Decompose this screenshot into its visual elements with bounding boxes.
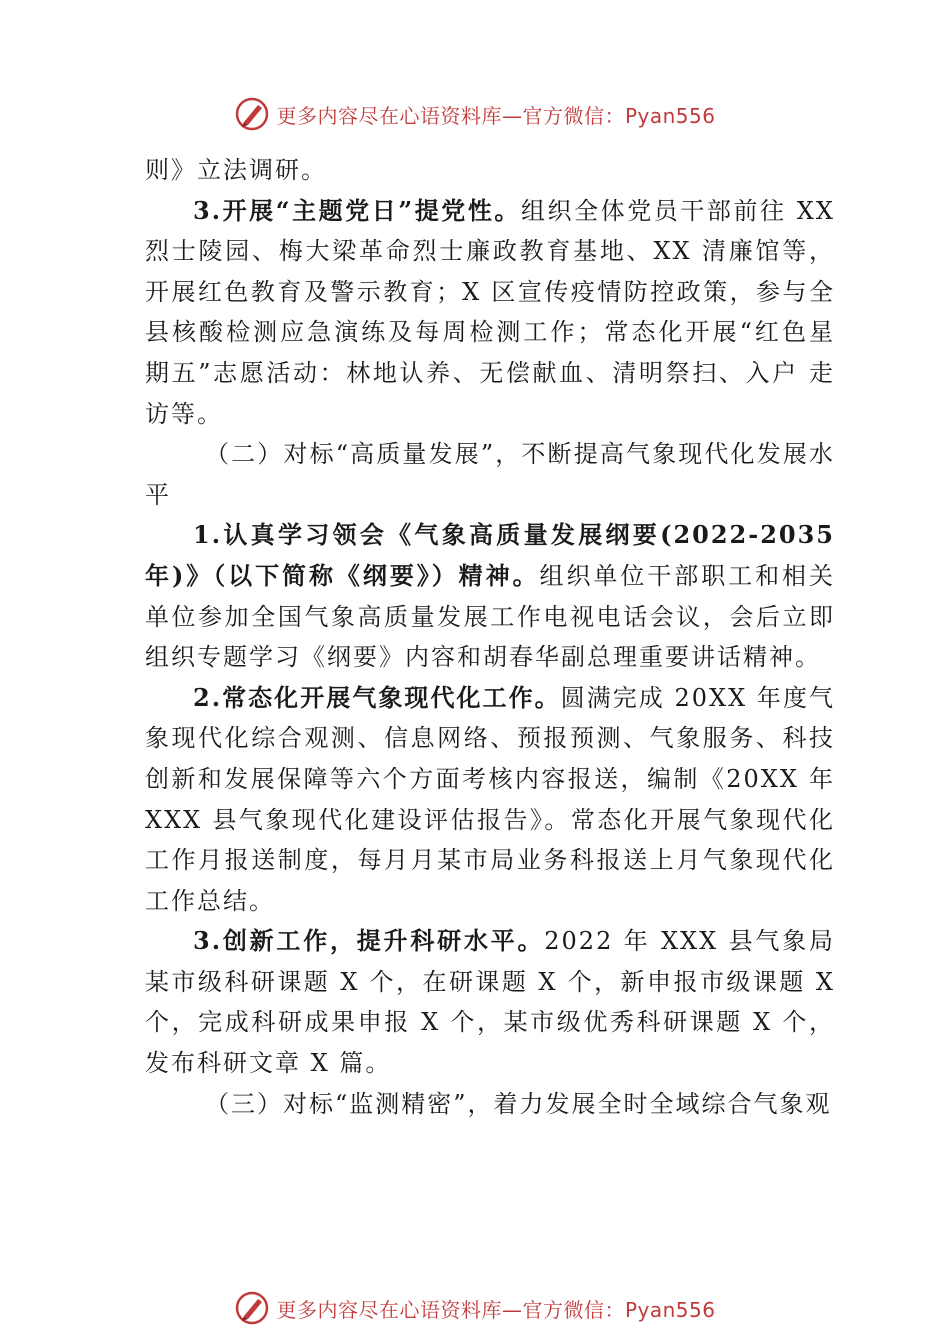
- watermark-banner-top: [0, 94, 950, 134]
- watermark-banner-bottom: [0, 1288, 950, 1328]
- paragraph-lead: 2.常态化开展气象现代化工作。: [193, 682, 561, 712]
- watermark-text: 更多内容尽在心语资料库—官方微信：Pyan556: [276, 1297, 716, 1322]
- paragraph-modernization: 2.常态化开展气象现代化工作。圆满完成 20XX 年度气象现代化综合观测、信息网络、预报预测、气象服务、科技 创新和发展保障等六个方面考核内容报送，编制《20XX 年 XXX 县气象现代化建设评估报告》。常态化开展气象现代化工作月报送制度，每月月某市局业务科报送上月气象现代化工作总结。: [145, 682, 835, 915]
- paragraph-study-outline: 1.认真学习领会《气象高质量发展纲要(2022-2035 年)》（以下简称《纲要》）精神。组织单位干部职工和相关单位参加全国气象高质量发展工作电视电话会议，会后立即组织专题学习《纲要》内容和胡春华副总理重要讲话精神。: [145, 520, 836, 672]
- pen-logo-icon: [234, 96, 270, 132]
- section-heading-3: （三）对标“监测精密”，着力发展全时全域综合气象观: [205, 1089, 832, 1118]
- paragraph-lead: 1.认真学习领会《气象高质量发展纲要(2022-2035 年)》（以下简称《纲要》）精神。: [145, 520, 835, 590]
- pen-logo-icon: [234, 1290, 270, 1326]
- paragraph-research: 3.创新工作，提升科研水平。2022 年 XXX 县气象局某市级科研课题 X 个，在研课题 X 个，新申报市级课题 X 个，完成科研成果申报 X 个，某市级优秀科研课题 X 个，发布科研文章 X 篇。: [145, 926, 835, 1078]
- paragraph-theme-party-day: 3.开展“主题党日”提党性。组织全体党员干部前往 XX 烈士陵园、梅大梁革命烈士廉政教育基地、XX 清廉馆等，开展红色教育及警示教育；X 区宣传疫情防控政策，参与全县核酸检测应急演练及每周检测工作；常态化开展“红色星期五”志愿活动：林地认养、无偿献血、清明祭扫、入户 走访等。: [145, 195, 835, 428]
- paragraph-continuation: 则》立法调研。: [145, 156, 327, 184]
- watermark-text: 更多内容尽在心语资料库—官方微信：Pyan556: [276, 103, 716, 128]
- section-heading-2: （二）对标“高质量发展”，不断提高气象现代化发展水平: [145, 440, 835, 509]
- document-body: [145, 150, 835, 1124]
- paragraph-lead: 3.创新工作，提升科研水平。: [193, 926, 545, 956]
- paragraph-lead: 3.开展“主题党日”提党性。: [193, 195, 521, 225]
